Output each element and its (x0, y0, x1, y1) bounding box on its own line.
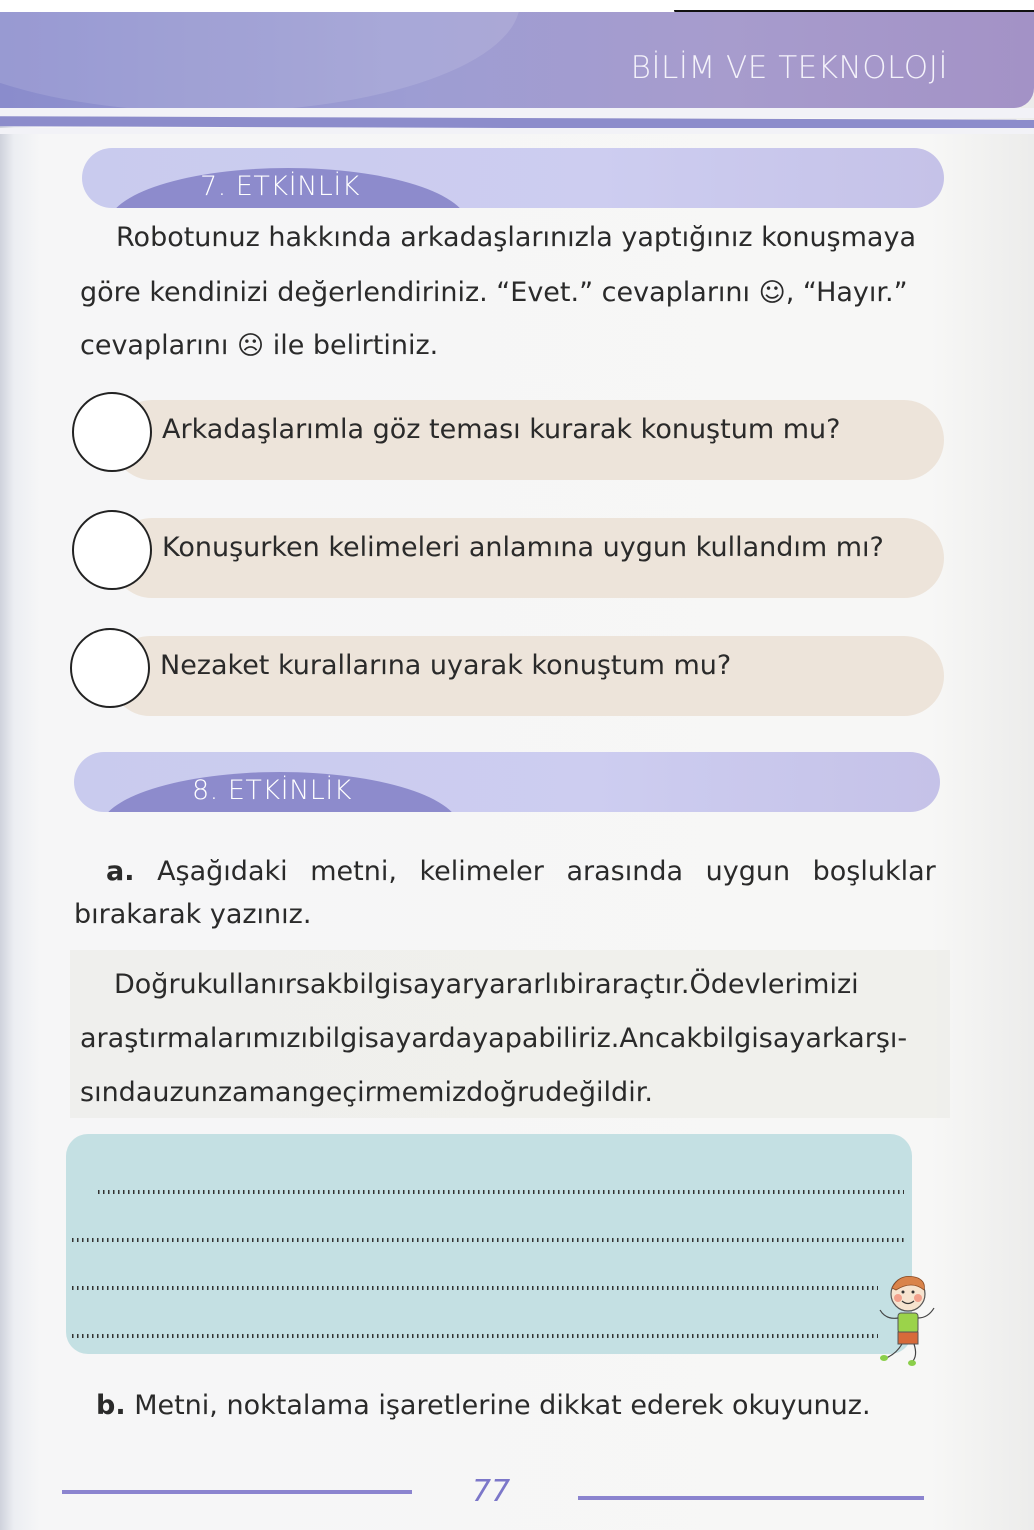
activity-7-instruction-line-3 (80, 318, 438, 374)
instruction-text: ile belirtiniz. (272, 330, 439, 361)
writing-area[interactable] (66, 1134, 912, 1354)
activity-7-title: 7. ETKİNLİK (200, 171, 360, 202)
self-assessment-question (72, 392, 944, 478)
answer-circle[interactable] (70, 628, 150, 708)
writing-line[interactable] (72, 1334, 878, 1338)
unspaced-text-line: Doğrukullanırsakbilgisayaryararlıbiraraçtır.Ödevlerimizi (114, 969, 859, 1000)
answer-circle[interactable] (72, 510, 152, 590)
question-text: Nezaket kurallarına uyarak konuştum mu? (160, 650, 732, 681)
instruction-text: Aşağıdaki metni, kelimeler arasında uygun boşluklar (157, 856, 936, 887)
unspaced-text (80, 958, 950, 1120)
smiley-icon: ☺ (758, 278, 786, 308)
activity-7-banner (82, 148, 944, 208)
activity-7-instruction-line-1: Robotunuz hakkında arkadaşlarınızla yaptığınız konuşmaya (116, 222, 916, 253)
writing-line[interactable] (72, 1286, 878, 1290)
writing-line[interactable] (72, 1238, 904, 1242)
header-wave (0, 12, 520, 108)
page-number: 77 (472, 1474, 511, 1509)
question-text: Konuşurken kelimeleri anlamına uygun kullandım mı? (162, 532, 884, 563)
child-illustration-icon (862, 1270, 952, 1366)
instruction-text: cevaplarını (80, 330, 229, 361)
instruction-text: , “Hayır.” (785, 277, 908, 308)
footer-line-left (62, 1490, 412, 1494)
footer-line-right (578, 1496, 924, 1500)
instruction-text: göre kendinizi değerlendiriniz. “Evet.” cevaplarını (80, 277, 751, 308)
part-a-marker: a. (106, 856, 135, 887)
unspaced-text-line: sındauzunzamangeçirmemizdoğrudeğildir. (80, 1077, 653, 1108)
part-b-marker: b. (96, 1390, 126, 1421)
part-a-instruction-line-2: bırakarak yazınız. (74, 899, 312, 930)
question-text: Arkadaşlarımla göz teması kurarak konuştum mu? (162, 414, 841, 445)
self-assessment-question (70, 628, 944, 714)
unspaced-text-line: araştırmalarımızıbilgisayardayapabiliriz.Ancakbilgisayarkarşı- (80, 1023, 908, 1054)
header-band (0, 12, 1034, 108)
header-stripe (0, 128, 1034, 134)
activity-8-title: 8. ETKİNLİK (192, 775, 352, 806)
instruction-text: Metni, noktalama işaretlerine dikkat ederek okuyunuz. (134, 1390, 871, 1421)
self-assessment-question (72, 510, 944, 596)
writing-line[interactable] (98, 1190, 904, 1194)
part-b-instruction (96, 1390, 871, 1421)
page-top-edge (0, 0, 1034, 12)
frown-icon: ☹ (236, 331, 265, 361)
answer-circle[interactable] (72, 392, 152, 472)
activity-8-banner (74, 752, 940, 812)
activity-7-instruction-line-2 (80, 265, 908, 321)
unit-title: BİLİM VE TEKNOLOJİ (630, 50, 948, 86)
